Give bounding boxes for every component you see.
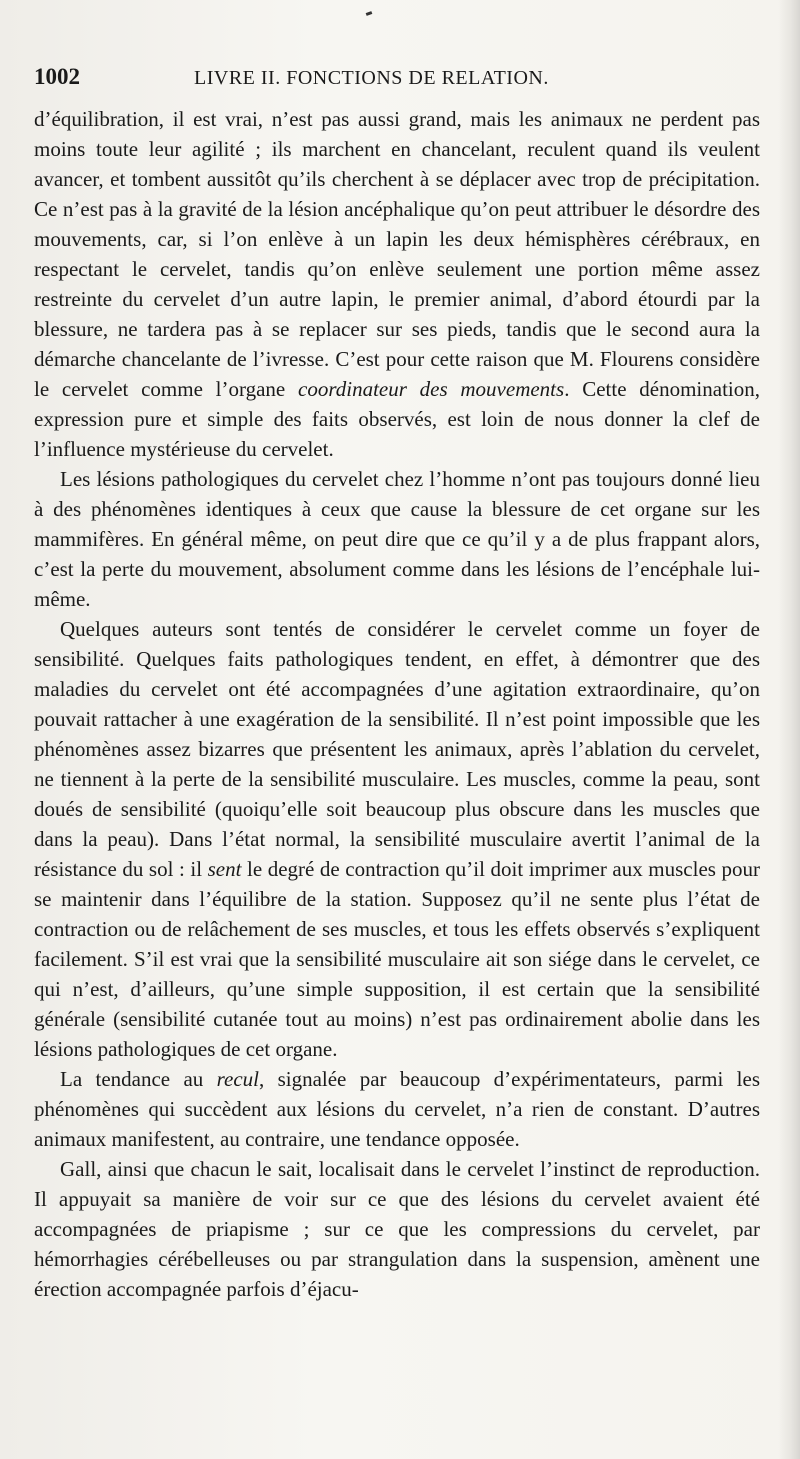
paragraph-4	[34, 1064, 760, 1154]
paragraph-text: Quelques auteurs sont tentés de considérer le cervelet comme un foyer de sensibilité. Quelques faits pathologiques tendent, en effet, à démontrer que des maladies du cervelet ont été accompagnées d’une agitation extraordinaire, qu’on pouvait rattacher à une exagération de la sensibilité. Il n’est point impossible que les phénomènes assez bizarres que présentent les animaux, après l’ablation du cervelet, ne tiennent à la perte de la sensibilité musculaire. Les muscles, comme la peau, sont doués de sensibilité (quoiqu’elle soit beaucoup plus obscure dans les muscles que dans la peau). Dans l’état normal, la sensibilité musculaire avertit l’animal de la résistance du sol : il	[34, 617, 760, 881]
paragraph-text: , signalée par beaucoup d’expérimentateurs, parmi les phénomènes qui succèdent aux lésions du cervelet, n’a rien de constant. D’autres animaux manifestent, au contraire, une tendance opposée.	[34, 1067, 761, 1151]
paragraph-text: Les lésions pathologiques du cervelet chez l’homme n’ont pas toujours donné lieu à des phénomènes identiques à ceux que cause la blessure de cet organe sur les mammifères. En général même, on peut dire que ce qu’il y a de plus frappant alors, c’est la perte du mouvement, absolument comme dans les lésions de l’encéphale lui-même.	[34, 467, 760, 611]
paragraph-2	[34, 464, 760, 614]
paragraph-text: . Cette dénomination, expression pure et simple des faits observés, est loin de nous donner la clef de l’influence mystérieuse du cervelet.	[34, 377, 761, 461]
paragraph-3	[34, 614, 760, 1064]
emphasis-text: coordinateur des mouvements	[298, 377, 565, 401]
paragraph-text: d’équilibration, il est vrai, n’est pas aussi grand, mais les animaux ne perdent pas moins toute leur agilité ; ils marchent en chancelant, reculent quand ils veulent avancer, et tombent aussitôt qu’ils cherchent à se déplacer avec trop de précipitation. Ce n’est pas à la gravité de la lésion ancéphalique qu’on peut attribuer le désordre des mouvements, car, si l’on enlève à un lapin les deux hémisphères cérébraux, en respectant le cervelet, tandis qu’on enlève seulement une portion même assez restreinte du cervelet d’un autre lapin, le premier animal, d’abord étourdi par la blessure, ne tardera pas à se replacer sur ses pieds, tandis que le second aura la démarche chancelante de l’ivresse. C’est pour cette raison que M. Flourens considère le cervelet comme l’organe	[34, 107, 760, 401]
paragraph-text: Gall, ainsi que chacun le sait, localisait dans le cervelet l’instinct de reproduction. Il appuyait sa manière de voir sur ce que des lésions du cervelet avaient été accompagnées de priapisme ; sur ce que les compressions du cervelet, par hémorrhagies cérébelleuses ou par strangulation dans la suspension, amènent une érection accompagnée parfois d’éjacu-	[34, 1157, 760, 1301]
ink-mark	[366, 11, 373, 16]
paragraph-text: La tendance au	[60, 1067, 217, 1091]
page-edge-shadow	[778, 0, 800, 1459]
emphasis-text: sent	[207, 857, 242, 881]
paragraph-text: le degré de contraction qu’il doit imprimer aux muscles pour se maintenir dans l’équilibre de la station. Supposez qu’il ne sente plus l’état de contraction ou de relâchement de ses muscles, et tous les effets observés s’expliquent facilement. S’il est vrai que la sensibilité musculaire ait son siége dans le cervelet, ce qui n’est, d’ailleurs, qu’une simple supposition, il est certain que la sensibilité générale (sensibilité cutanée tout au moins) n’est pas ordinairement abolie dans les lésions pathologiques de cet organe.	[34, 857, 760, 1061]
page-number: 1002	[34, 64, 80, 89]
paragraph-5	[34, 1154, 760, 1304]
paragraph-1	[34, 104, 760, 464]
page-header	[34, 64, 760, 96]
body-text	[34, 104, 760, 1304]
running-title: LIVRE II. FONCTIONS DE RELATION.	[194, 67, 549, 89]
emphasis-text: recul	[216, 1067, 259, 1091]
